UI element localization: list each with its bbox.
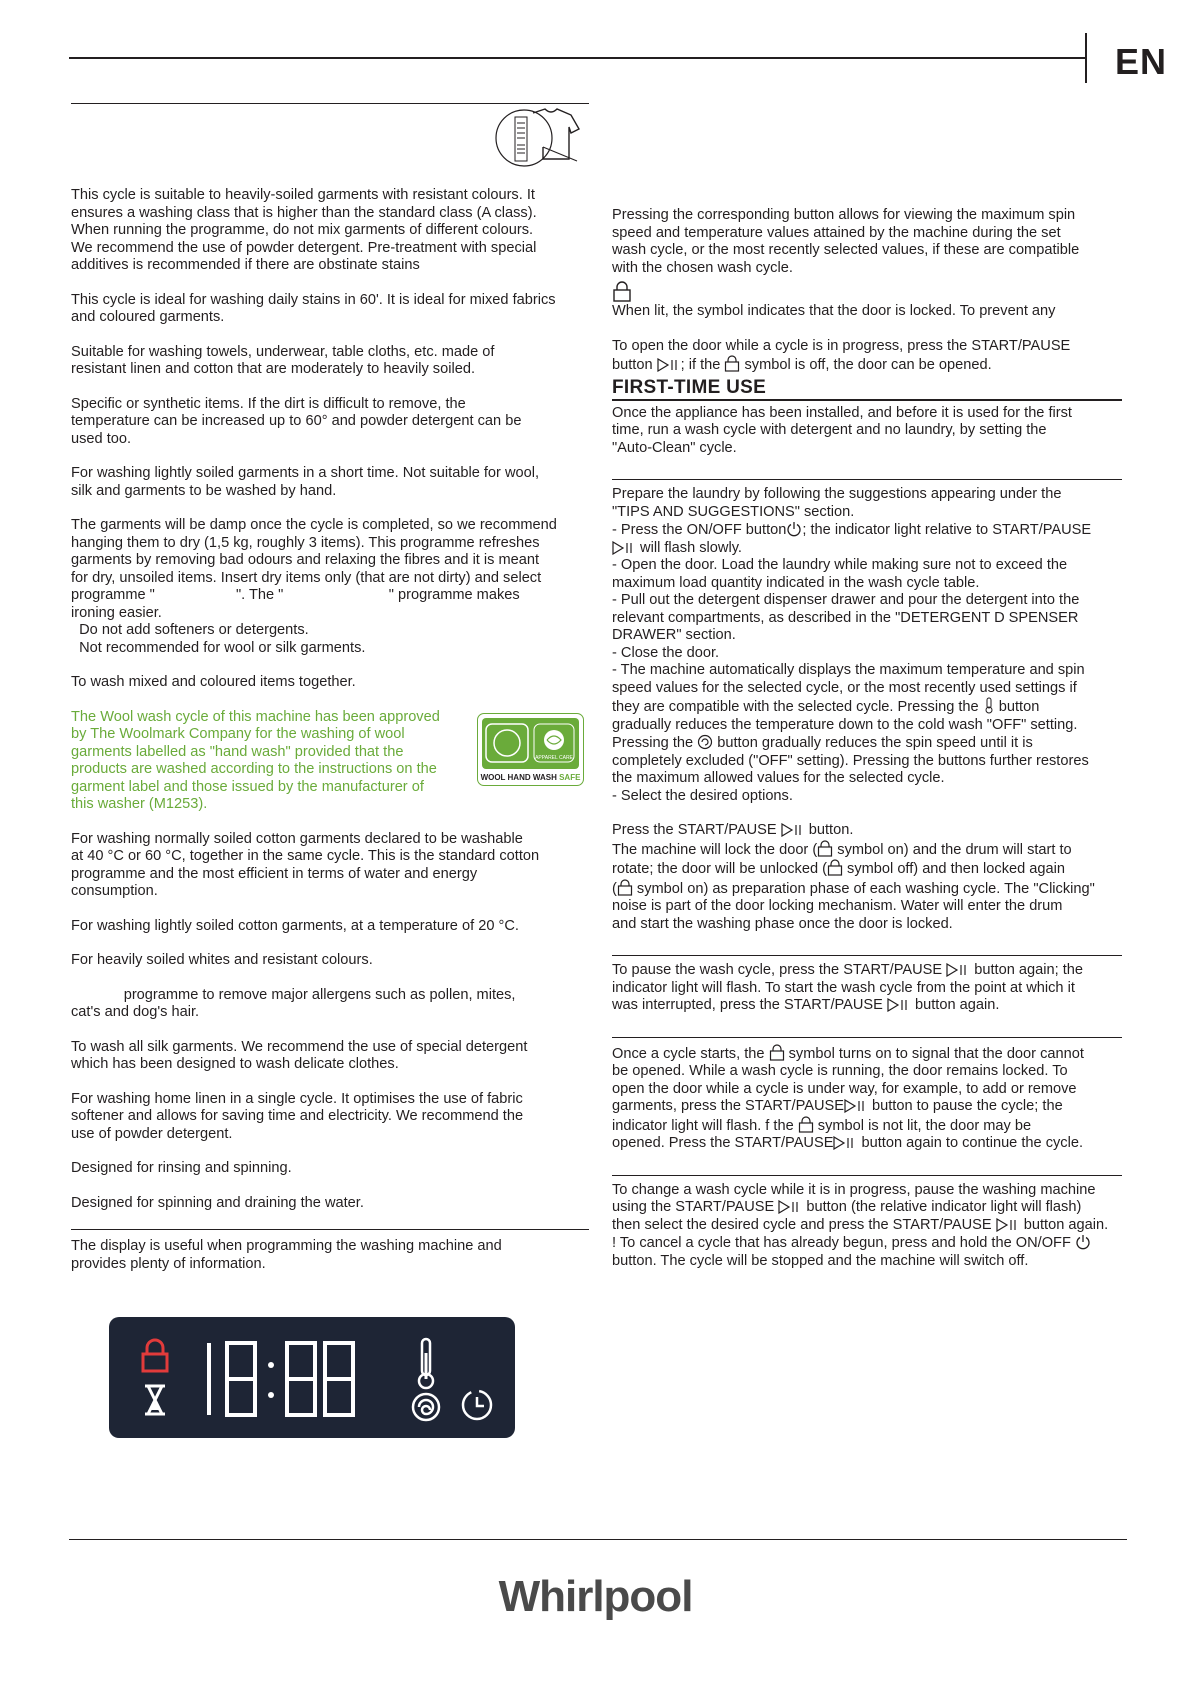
header-rule — [69, 57, 1085, 59]
spin-icon — [697, 734, 713, 750]
lock-icon — [724, 355, 740, 372]
start-pause-icon — [844, 1099, 868, 1113]
cycle-description-10: For washing lightly soiled cotton garments, at a temperature of 20 °C. — [71, 917, 519, 934]
woolmark-logo-icon — [482, 718, 579, 769]
header-rule-tick — [1085, 33, 1087, 83]
delay-start-icon — [463, 1391, 491, 1419]
start-pause-icon — [781, 823, 805, 837]
change-cycle-text: To change a wash cycle while it is in progress, pause the washing machine using the START/PAUSE button (the relative indicator light will flash) then select the desired cycle and press the START/PAUSE button again. ! To cancel a cycle that has already begun, press and hold the ON/OFF button. The cycle will be stopped and the machine will switch off. — [612, 1181, 1109, 1269]
time-digits — [209, 1343, 353, 1415]
first-time-use-heading: FIRST-TIME USE — [612, 376, 767, 398]
cycle-description-5: For washing lightly soiled garments in a short time. Not suitable for wool, silk and garments to be washed by hand. — [71, 465, 540, 499]
right-column — [612, 207, 1122, 1270]
garment-label-icon — [493, 107, 585, 169]
open-door-description: To open the door while a cycle is in progress, press the START/PAUSE button ; if the symbol is off, the door can be opened. — [612, 337, 1071, 373]
door-locked-symbol — [612, 281, 1122, 303]
control-display-panel — [109, 1317, 515, 1438]
cycle-description-9: For washing normally soiled cotton garments declared to be washable at 40 °C or 60 °C, together in the same cycle. This is the standard cotton programme and the most efficient in terms of water and energy consumption. — [71, 830, 540, 899]
start-pause-icon — [612, 541, 636, 555]
section-rule — [71, 103, 589, 104]
cycle-description-14: For washing home linen in a single cycle. It optimises the use of fabric softener and allows for saving time and electricity. We recommend the use of powder detergent. — [71, 1090, 524, 1142]
power-icon — [1075, 1234, 1091, 1250]
daily-use-rule — [612, 479, 1122, 480]
open-door-during-cycle-text: Once a cycle starts, the symbol turns on to signal that the door cannot be opened. While a wash cycle is running, the door remains locked. To open the door while a cycle is under way, for example, to add or remove garments, press the START/PAUSE button to pause the cycle; the indicator light will flash. f the symbol is not lit, the door may be opened. Press the START/PAUSE button again to continue the cycle. — [612, 1045, 1084, 1151]
language-code: EN — [1115, 41, 1168, 82]
start-pause-icon — [887, 998, 911, 1012]
door-open-section-rule — [612, 1037, 1122, 1038]
lock-icon — [798, 1116, 814, 1133]
cycle-description-13: To wash all silk garments. We recommend the use of special detergent which has been designed to wash delicate clothes. — [71, 1038, 528, 1072]
temp-spin-description: Pressing the corresponding button allows for viewing the maximum spin speed and temperature values attained by the machine during the set wash cycle, or the most recently selected values, if these are compatible with the chosen wash cycle. — [612, 207, 1080, 276]
cycle-description-16: Designed for spinning and draining the water. — [71, 1194, 364, 1211]
display-section-rule — [71, 1229, 589, 1230]
pause-section-rule — [612, 955, 1122, 956]
power-icon — [786, 521, 802, 537]
lock-icon — [617, 879, 633, 896]
lock-icon — [769, 1044, 785, 1061]
start-cycle-text: Press the START/PAUSE button. The machine will lock the door ( symbol on) and the drum will start to rotate; the door will be unlocked ( symbol off) and then locked again ( symbol on) as preparation phase of each washing cycle. The "Clicking" noise is part of the door locking mechanism. Water will enter the drum and start the washing phase once the door is locked. — [612, 822, 1095, 932]
woolmark-approval-text: The Wool wash cycle of this machine has been approved by The Woolmark Company for the washing of wool garments labelled as "hand wash" provided that the products are washed according to the instructions on the garment label and those issued by the manufacturer of this washer (M1253). — [71, 708, 440, 812]
first-time-use-text: Once the appliance has been installed, and before it is used for the first time, run a wash cycle with detergent and no laundry, by setting the "Auto-Clean" cycle. — [612, 404, 1072, 456]
change-cycle-section-rule — [612, 1175, 1122, 1176]
cycle-description-4: Specific or synthetic items. If the dirt is difficult to remove, the temperature can be increased up to 60° and powder detergent can be used too. — [71, 395, 522, 447]
start-pause-icon — [946, 963, 970, 977]
woolmark-badge — [477, 713, 584, 786]
first-time-use-rule — [612, 399, 1122, 401]
start-pause-icon — [778, 1200, 802, 1214]
time-remaining-hourglass-icon — [145, 1386, 165, 1414]
cycle-description-6: The garments will be damp once the cycle is completed, so we recommend hanging them to dry (1,5 kg, roughly 3 items). This programme refreshes garments by removing bad odours and relaxing the fibres and it is meant for dry, unsoiled items. Insert dry items only (that are not dirty) and select programme " ". The " " programme makes ironing easier. Do not add softeners or detergents. Not recommended for wool or silk garments. — [71, 517, 557, 656]
door-locked-description: When lit, the symbol indicates that the door is locked. To prevent any — [612, 303, 1056, 319]
lock-icon — [817, 840, 833, 857]
cycle-description-3: Suitable for washing towels, underwear, table cloths, etc. made of resistant linen and cotton that are moderately to heavily soiled. — [71, 343, 495, 377]
spin-icon — [413, 1394, 439, 1420]
start-pause-icon — [833, 1136, 857, 1150]
cycle-description-12: programme to remove major allergens such as pollen, mites, cat's and dog's hair. — [71, 986, 516, 1020]
temperature-icon — [983, 697, 995, 714]
temperature-icon — [419, 1339, 433, 1388]
display-description: The display is useful when programming the washing machine and provides plenty of information. — [71, 1238, 502, 1272]
pause-cycle-text: To pause the wash cycle, press the START/PAUSE button again; the indicator light will flash. To start the wash cycle from the point at which it was interrupted, press the START/PAUSE button again. — [612, 962, 1083, 1013]
cycle-description-11: For heavily soiled whites and resistant colours. — [71, 952, 373, 968]
prepare-laundry-steps: Prepare the laundry by following the suggestions appearing under the "TIPS AND SUGGESTIONS" section. - Press the ON/OFF button ; the indicator light relative to START/PAUSE will flash slowly. - Open the door. Load the laundry while making sure not to exceed the maximum load quantity indicated in the wash cycle table. - Pull out the detergent dispenser drawer and pour the detergent into the relevant compartments, as described in the "DETERGENT D SPENSER DRAWER" section. - Close the door. - The machine automatically displays the maximum temperature and spin speed values for the selected cycle, or the most recently used settings if they are compatible with the selected cycle. Pressing the button gradually reduces the temperature down to the cold wash "OFF" setting. Pressing the button gradually reduces the spin speed until it is completely excluded ("OFF" setting). Pressing the buttons further restores the maximum allowed values for the selected cycle. - Select the desired options. — [612, 486, 1092, 804]
lock-icon — [827, 859, 843, 876]
footer-rule — [69, 1539, 1127, 1540]
lock-icon — [612, 281, 632, 303]
door-lock-icon — [143, 1340, 167, 1371]
start-pause-icon — [657, 358, 681, 372]
whirlpool-logo: Whirlpool — [498, 1572, 693, 1621]
cycle-description-15: Designed for rinsing and spinning. — [71, 1160, 292, 1176]
svg-text:APPAREL CARE: APPAREL CARE — [535, 755, 573, 761]
cycle-description-7: To wash mixed and coloured items together. — [71, 674, 356, 690]
start-pause-icon — [996, 1218, 1020, 1232]
cycle-description-1: This cycle is suitable to heavily-soiled garments with resistant colours. It ensures a washing class that is higher than the standard class (A class). When running the programme, do not mix garments of different colours. We recommend the use of powder detergent. Pre-treatment with special additives is recommended if there are obstinate stains — [71, 187, 537, 273]
cycle-description-2: This cycle is ideal for washing daily stains in 60'. It is ideal for mixed fabrics and coloured garments. — [71, 291, 556, 325]
woolmark-badge-label: WOOL HAND WASH SAFE — [480, 773, 581, 782]
